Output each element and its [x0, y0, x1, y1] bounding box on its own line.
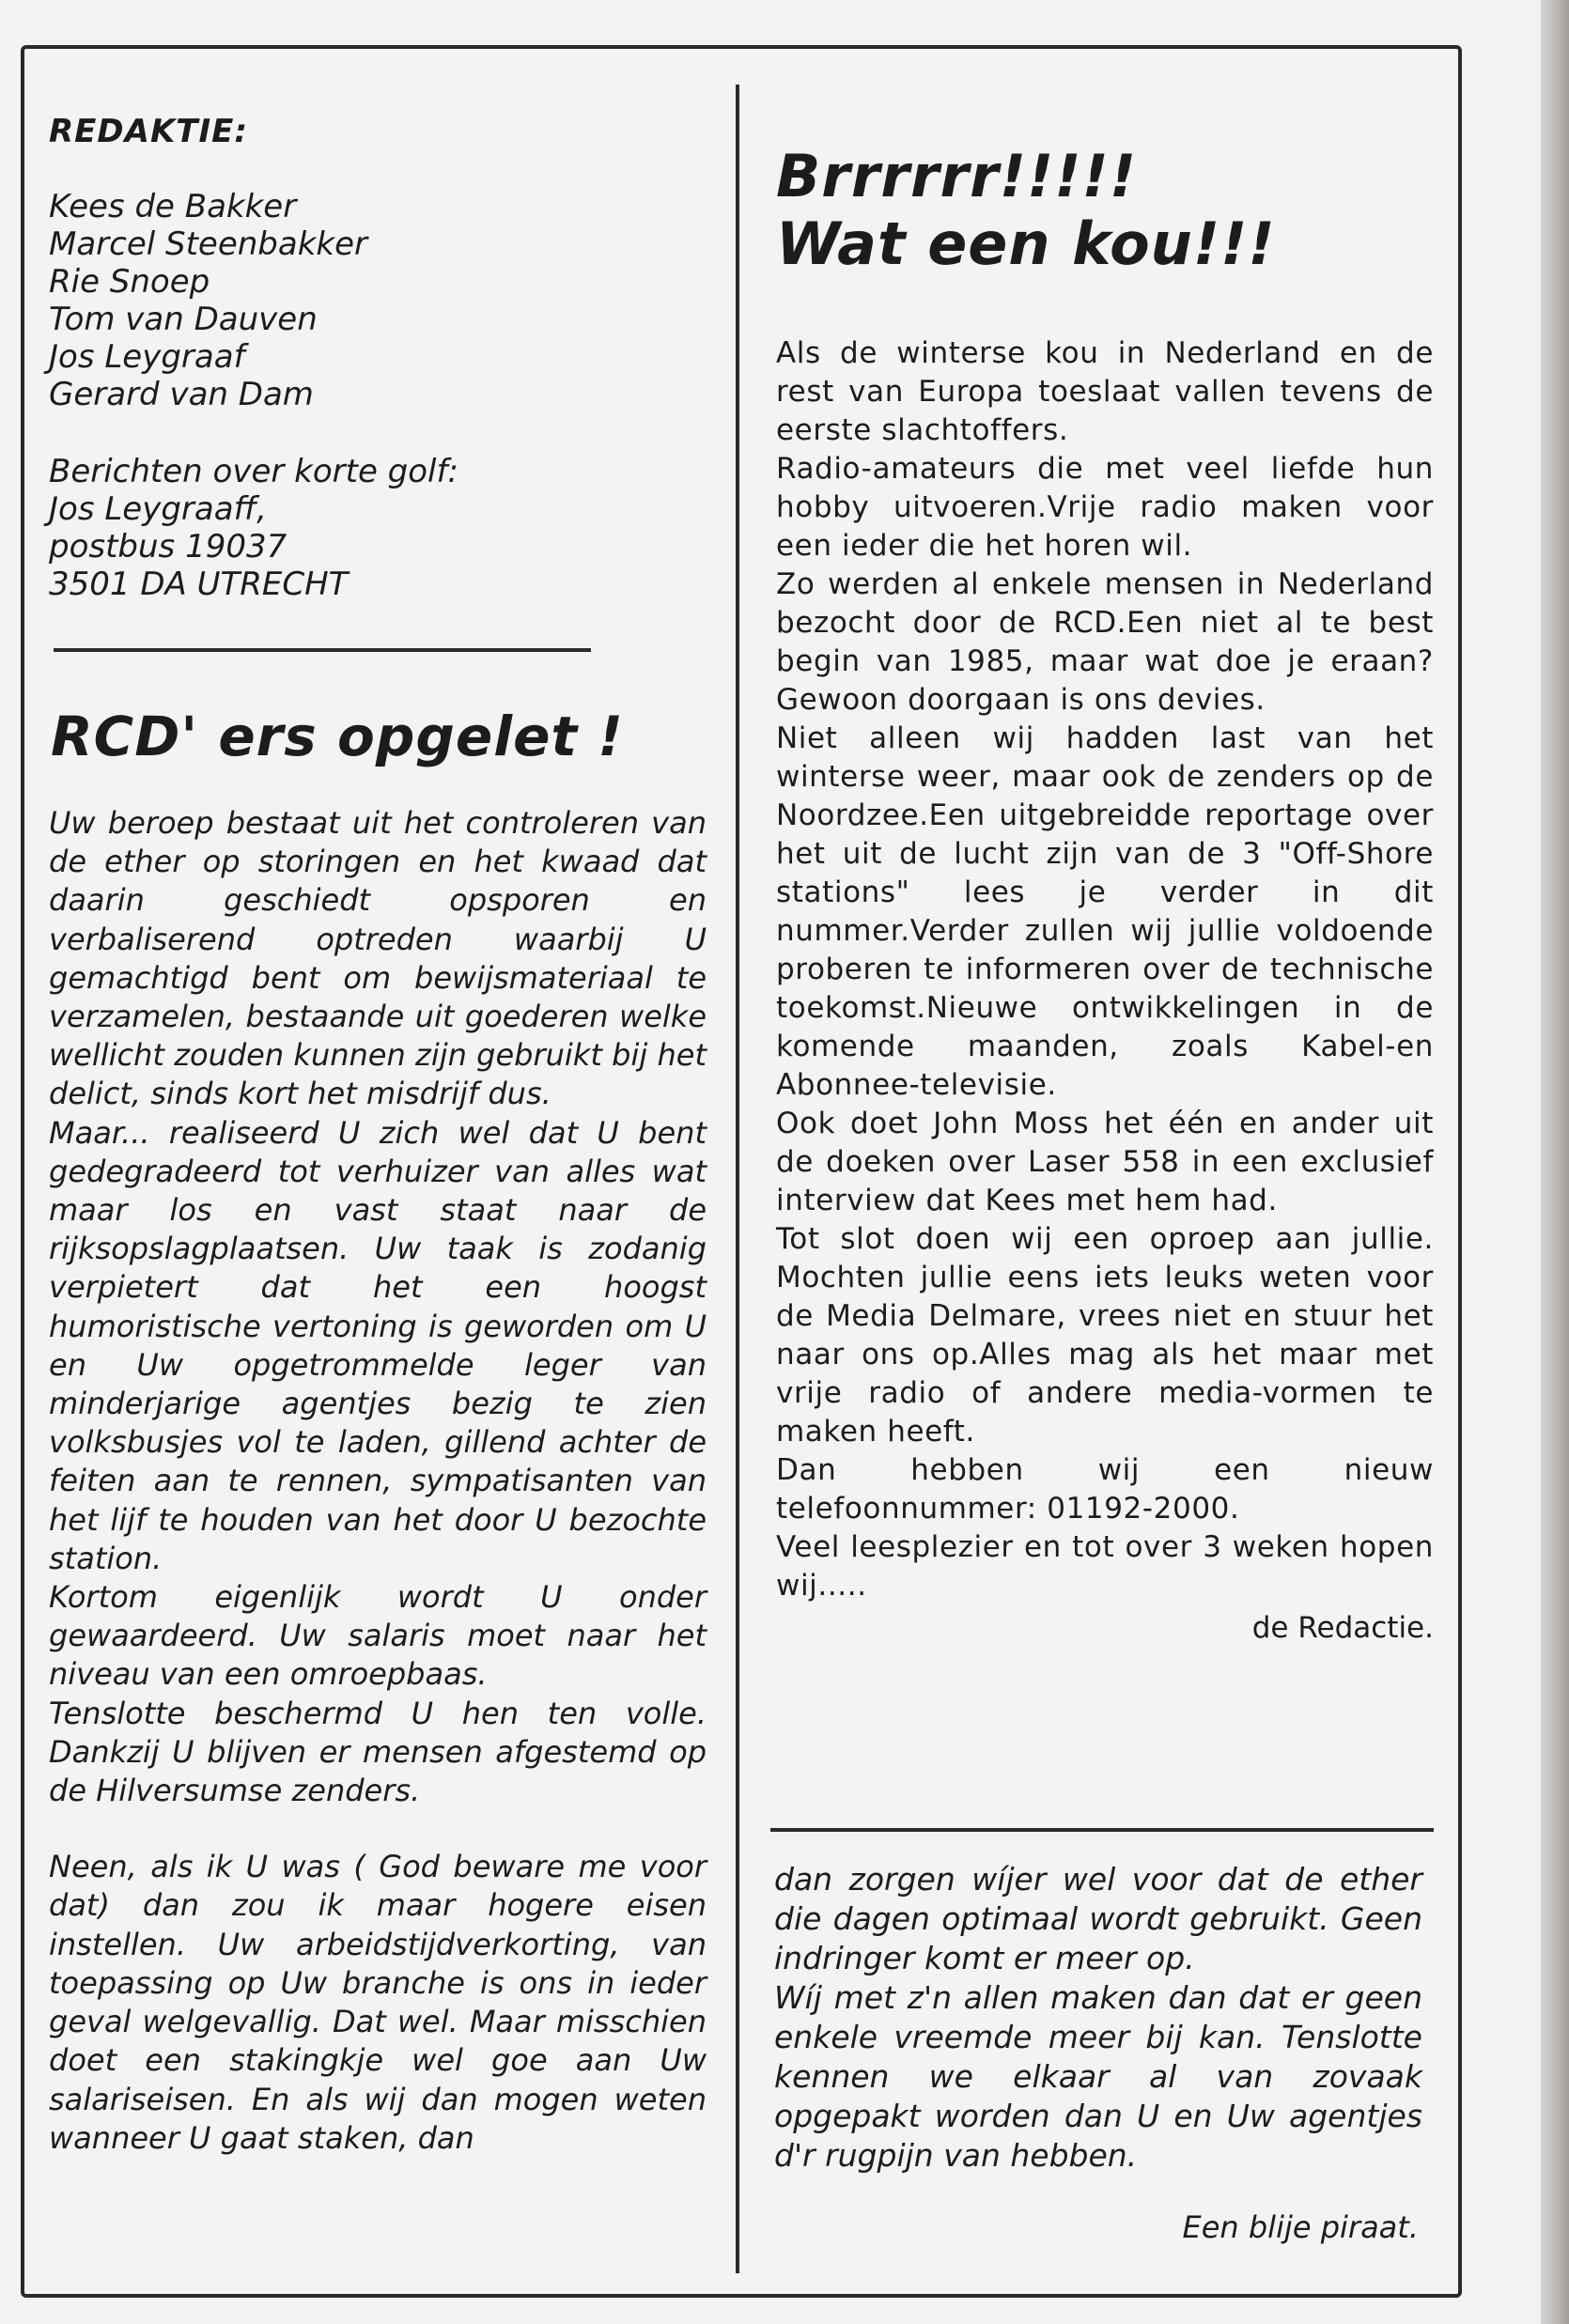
- left-article-paragraph: Neen, als ik U was ( God beware me voor dat) dan zou ik maar hogere eisen instellen. Uw arbeidstijdverkorting, van toepassing op Uw branche is ons in ieder geval welgevallig. Dat wel. Maar misschien doet een stakingkje wel goe aan Uw salariseisen. En als wij dan mogen weten wanneer U gaat staken, dan: [49, 1849, 707, 2156]
- right-article-title: [776, 143, 1434, 278]
- left-article-paragraph: Tenslotte beschermd U hen ten volle. Dankzij U blijven er mensen afgestemd op de Hilversumse zenders.: [49, 1695, 707, 1809]
- editor-name: Gerard van Dam: [49, 376, 314, 413]
- right-article-paragraph: Veel leesplezier en tot over 3 weken hopen wij.....: [776, 1530, 1434, 1603]
- editor-name: Tom van Dauven: [49, 301, 318, 338]
- continuation-block: [774, 1860, 1422, 2245]
- masthead-separator: [54, 648, 591, 652]
- right-article-paragraph: Radio-amateurs die met veel liefde hun hobby uitvoeren.Vrije radio maken voor een ieder die het horen wil.: [776, 452, 1434, 563]
- editor-name: Marcel Steenbakker: [49, 225, 368, 263]
- editor-name: Kees de Bakker: [49, 188, 297, 225]
- editor-list: [49, 188, 707, 413]
- left-column: [49, 113, 707, 2158]
- right-article-paragraph: Als de winterse kou in Nederland en de rest van Europa toeslaat vallen tevens de eerste slachtoffers.: [776, 336, 1434, 447]
- editorial-signature: de Redactie.: [1251, 1611, 1434, 1645]
- contact-line: Berichten over korte golf:: [49, 453, 458, 490]
- left-article-paragraph: Maar... realiseerd U zich wel dat U bent gedegradeerd tot verhuizer van alles wat maar los en vast staat naar de rijksopslagplaatsen. Uw taak is zodanig verpietert dat het een hoogst humoristische vertoning is geworden om U en Uw opgetrommelde leger van minderjarige agentjes bezig te zien volksbusjes vol te laden, gillend achter de feiten aan te rennen, sympatisanten van het lijf te houden van het door U bezochte station.: [49, 1114, 707, 1576]
- contact-line: 3501 DA UTRECHT: [49, 566, 349, 603]
- left-article-paragraph: Kortom eigenlijk wordt U onder gewaardeerd. Uw salaris moet naar het niveau van een omroepbaas.: [49, 1579, 707, 1693]
- right-article-paragraph: Dan hebben wij een nieuw telefoonnummer: 01192-2000.: [776, 1453, 1434, 1526]
- shortwave-contact: [49, 453, 707, 603]
- left-article-title: RCD' ers opgelet !: [51, 705, 624, 768]
- masthead-heading: REDAKTIE:: [49, 113, 248, 150]
- right-title-line: Wat een kou!!!: [776, 209, 1276, 278]
- right-article-paragraph: Zo werden al enkele mensen in Nederland bezocht door de RCD.Een niet al te best begin van 1985, maar wat doe je eraan? Gewoon doorgaan is ons devies.: [776, 567, 1434, 717]
- right-article-paragraph: Ook doet John Moss het één en ander uit de doeken over Laser 558 in een exclusief interview dat Kees met hem had.: [776, 1107, 1434, 1217]
- column-divider: [736, 85, 739, 2273]
- right-column: [776, 143, 1434, 1645]
- editor-name: Jos Leygraaf: [49, 338, 245, 376]
- continuation-paragraph: dan zorgen wíjer wel voor dat de ether die dagen optimaal wordt gebruikt. Geen indringer komt er meer op.: [774, 1861, 1422, 1976]
- left-article-paragraph: Uw beroep bestaat uit het controleren van de ether op storingen en het kwaad dat daarin geschiedt opsporen en verbaliserend optreden waarbij U gemachtigd bent om bewijsmateriaal te verzamelen, bestaande uit goederen welke wellicht zouden kunnen zijn gebruikt bij het delict, sinds kort het misdrijf dus.: [49, 805, 707, 1112]
- right-article-paragraph: Niet alleen wij hadden last van het winterse weer, maar ook de zenders op de Noordzee.Een uitgebreidde reportage over het uit de lucht zijn van de 3 "Off-Shore stations" lees je verder in dit nummer.Verder zullen wij jullie voldoende proberen te informeren over de technische toekomst.Nieuwe ontwikkelingen in de komende maanden, zoals Kabel-en Abonnee-televisie.: [776, 721, 1434, 1102]
- continuation-separator: [770, 1828, 1434, 1832]
- page-edge-shadow: [1541, 0, 1569, 2324]
- contact-line: postbus 19037: [49, 528, 287, 566]
- right-title-line: Brrrrrr!!!!!: [776, 142, 1138, 210]
- right-article-paragraph: Tot slot doen wij een oproep aan jullie. Mochten jullie eens iets leuks weten voor de Media Delmare, vrees niet en stuur het naar ons op.Alles mag als het maar met vrije radio of andere media-vormen te maken heeft.: [776, 1222, 1434, 1449]
- continuation-paragraph: Wíj met z'n allen maken dan dat er geen enkele vreemde meer bij kan. Tenslotte kennen we elkaar al van zovaak opgepakt worden dan U en Uw agentjes d'r rugpijn van hebben.: [774, 1979, 1422, 2174]
- contact-line: Jos Leygraaff,: [49, 490, 267, 528]
- editor-name: Rie Snoep: [49, 263, 210, 301]
- pirate-signature: Een blije piraat.: [1182, 2209, 1419, 2245]
